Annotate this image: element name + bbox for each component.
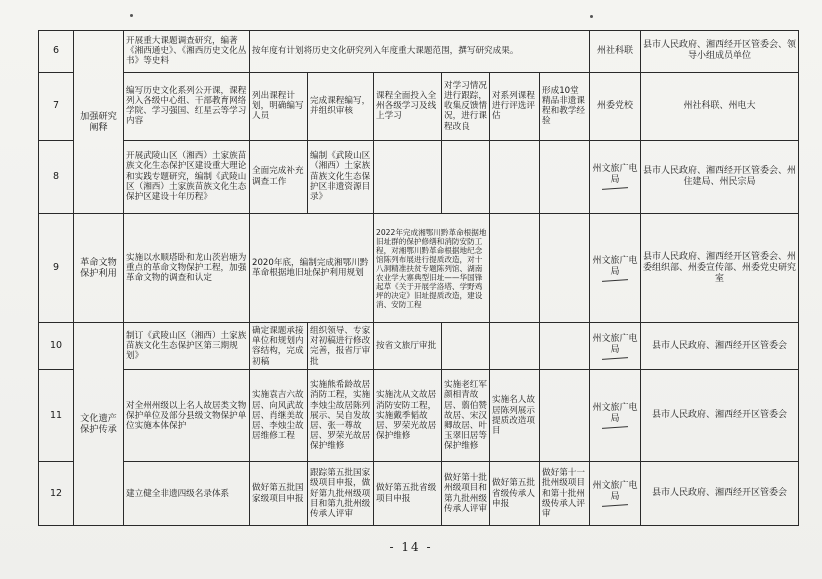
lead-unit-cell: [590, 462, 641, 526]
task-cell: 对全州州级以上名人故居类文物保护单位及部分县级文物保护单位实施本体保护: [124, 370, 250, 462]
lead-unit-text: 州文旅广电局: [592, 481, 638, 503]
scan-speck: [590, 15, 593, 18]
year-2020-2021-cell: 2020年底，编制完成湘鄂川黔革命根据地旧址保护利用规划: [250, 213, 374, 323]
table-row: [39, 370, 799, 462]
year-2021-cell: 编制《武陵山区（湘西）土家族苗族文化生态保护区非遗资源目录》: [308, 140, 374, 213]
coop-unit-cell: 县市人民政府、湘西经开区管委会: [641, 370, 799, 462]
year-2023-cell: 做好第十批州级项目和第九批州级传承人评审: [442, 462, 490, 526]
table-row: [39, 31, 799, 73]
category-cell: 文化遗产保护传承: [74, 323, 124, 526]
scan-speck: [130, 14, 133, 17]
row-number: 11: [39, 370, 74, 462]
lead-unit-cell: 州委党校: [590, 72, 641, 140]
year-2025-cell: [540, 323, 590, 370]
table-row: [39, 323, 799, 370]
task-cell: 建立健全非遗四级名录体系: [124, 462, 250, 526]
year-2024-cell: 做好第五批省级传承人申报: [490, 462, 540, 526]
task-cell: 实施以水顺塔卧和龙山茨岩塘为重点的革命文物保护工程，加强革命文物的调查和认定: [124, 213, 250, 323]
page-number: - 14 -: [389, 540, 433, 554]
year-2024-cell: 实施名人故居陈列展示提质改造项目: [490, 370, 540, 462]
coop-unit-cell: 县市人民政府、湘西经开区管委会、州住建局、州民宗局: [641, 140, 799, 213]
coop-unit-cell: 县市人民政府、湘西经开区管委会、领导小组成员单位: [641, 31, 799, 73]
table-row: [39, 213, 799, 323]
coop-unit-cell: 县市人民政府、湘西经开区管委会: [641, 323, 799, 370]
lead-unit-text: 州文旅广电局: [592, 403, 638, 425]
category-cell: 加强研究阐释: [74, 31, 124, 214]
table-row: [39, 72, 799, 140]
year-2025-cell: [540, 140, 590, 213]
task-cell: 开展武陵山区（湘西）土家族苗族文化生态保护区建设重大理论和实践专题研究，编制《武陵山区（湘西）土家族苗族文化生态保护区建设十年历程》: [124, 140, 250, 213]
year-2022-cell: 实施沈从文故居消防安防工程，实施戴季韬故居、罗荣光故居保护维修: [374, 370, 442, 462]
year-2025-cell: [540, 213, 590, 323]
row-number: 6: [39, 31, 74, 73]
year-2023-cell: 实施老红军颜相青故居、翦伯赞故居、宋汉卿故居、叶玉翠旧居等保护维修: [442, 370, 490, 462]
year-2023-cell: 对学习情况进行跟踪，收集反馈情况，进行课程改良: [442, 72, 490, 140]
year-2021-cell: 跟踪第五批国家级项目申报，做好第九批州级项目和第九批州级传承人评审: [308, 462, 374, 526]
lead-unit-text: 州文旅广电局: [592, 255, 638, 277]
year-2024-cell: [490, 140, 540, 213]
year-2021-cell: 实施熊希龄故居消防工程，实施李烛尘故居陈列展示、吴自发故居、张一尊故居、罗荣光故居保护维修: [308, 370, 374, 462]
row-number: 8: [39, 140, 74, 213]
year-2020-cell: 做好第五批国家级项目申报: [250, 462, 308, 526]
row-number: 7: [39, 72, 74, 140]
year-2024-cell: [490, 213, 540, 323]
year-2020-cell: 列出课程计划，明确编写人员: [250, 72, 308, 140]
lead-unit-cell: [590, 140, 641, 213]
year-2025-cell: 做好第十一批州级项目和第十批州级传承人评审: [540, 462, 590, 526]
year-2024-cell: 对系列课程进行评选评估: [490, 72, 540, 140]
row-number: 9: [39, 213, 74, 323]
year-2024-cell: [490, 323, 540, 370]
coop-unit-cell: 州社科联、州电大: [641, 72, 799, 140]
category-cell: 革命文物保护利用: [74, 213, 124, 323]
year-2021-cell: 完成课程编写，并组织审核: [308, 72, 374, 140]
row-number: 12: [39, 462, 74, 526]
year-2023-cell: [442, 140, 490, 213]
row-number: 10: [39, 323, 74, 370]
pen-mark: [602, 187, 628, 190]
lead-unit-cell: 州社科联: [590, 31, 641, 73]
lead-unit-cell: [590, 213, 641, 323]
lead-unit-text: 州文旅广电局: [592, 333, 638, 355]
year-2020-cell: 实施袁吉六故居、向风武故居、肖继美故居、李烛尘故居维修工程: [250, 370, 308, 462]
year-2020-cell: 确定课题承接单位和规划内容结构，完成初稿: [250, 323, 308, 370]
pen-mark: [602, 279, 628, 282]
year-2022-cell: 按省文旅厅审批: [374, 323, 442, 370]
year-2023-cell: [442, 323, 490, 370]
year-2022-cell: 2022年完成湘鄂川黔革命根据地旧址群的保护修缮和消防安防工程，对湘鄂川黔革命根据地纪念馆陈列布展进行提质改造，对十八洞精准扶贫专题陈列馆、湖南农业学大寨典型旧址——华国锋起草《关于开展学洛塔、学野鸡坪的决定》旧址提质改造，建设消、安防工程: [374, 213, 490, 323]
coop-unit-cell: 县市人民政府、湘西经开区管委会、州委组织部、州委宣传部、州委党史研究室: [641, 213, 799, 323]
year-2021-cell: 组织领导、专家对初稿进行修改完善，报省厅审批: [308, 323, 374, 370]
table-row: [39, 462, 799, 526]
task-cell: 制订《武陵山区（湘西）土家族苗族文化生态保护区第三期规划》: [124, 323, 250, 370]
year-2025-cell: [540, 370, 590, 462]
pen-mark: [602, 426, 628, 429]
table-row: [39, 140, 799, 213]
year-2020-cell: 全面完成补充调查工作: [250, 140, 308, 213]
lead-unit-text: 州文旅广电局: [592, 164, 638, 186]
lead-unit-cell: [590, 370, 641, 462]
plan-cell: 按年度有计划将历史文化研究列入年度重大课题范围，撰写研究成果。: [250, 31, 590, 73]
pen-mark: [602, 504, 628, 507]
pen-mark: [602, 357, 628, 360]
year-2022-cell: [374, 140, 442, 213]
coop-unit-cell: 县市人民政府、湘西经开区管委会: [641, 462, 799, 526]
year-2022-cell: 做好第五批省级项目申报: [374, 462, 442, 526]
task-cell: 编写历史文化系列公开课，课程列入各级中心组、干部教育网络学院、学习强国、红星云等学习内容: [124, 72, 250, 140]
task-table: [38, 30, 799, 526]
task-cell: 开展重大课题调查研究，编著《湘西通史》、《湘西历史文化丛书》等史料: [124, 31, 250, 73]
lead-unit-cell: [590, 323, 641, 370]
year-2022-cell: 课程全面投入全州各级学习及线上学习: [374, 72, 442, 140]
year-2025-cell: 形成10堂精品非遗课程和教学经验: [540, 72, 590, 140]
